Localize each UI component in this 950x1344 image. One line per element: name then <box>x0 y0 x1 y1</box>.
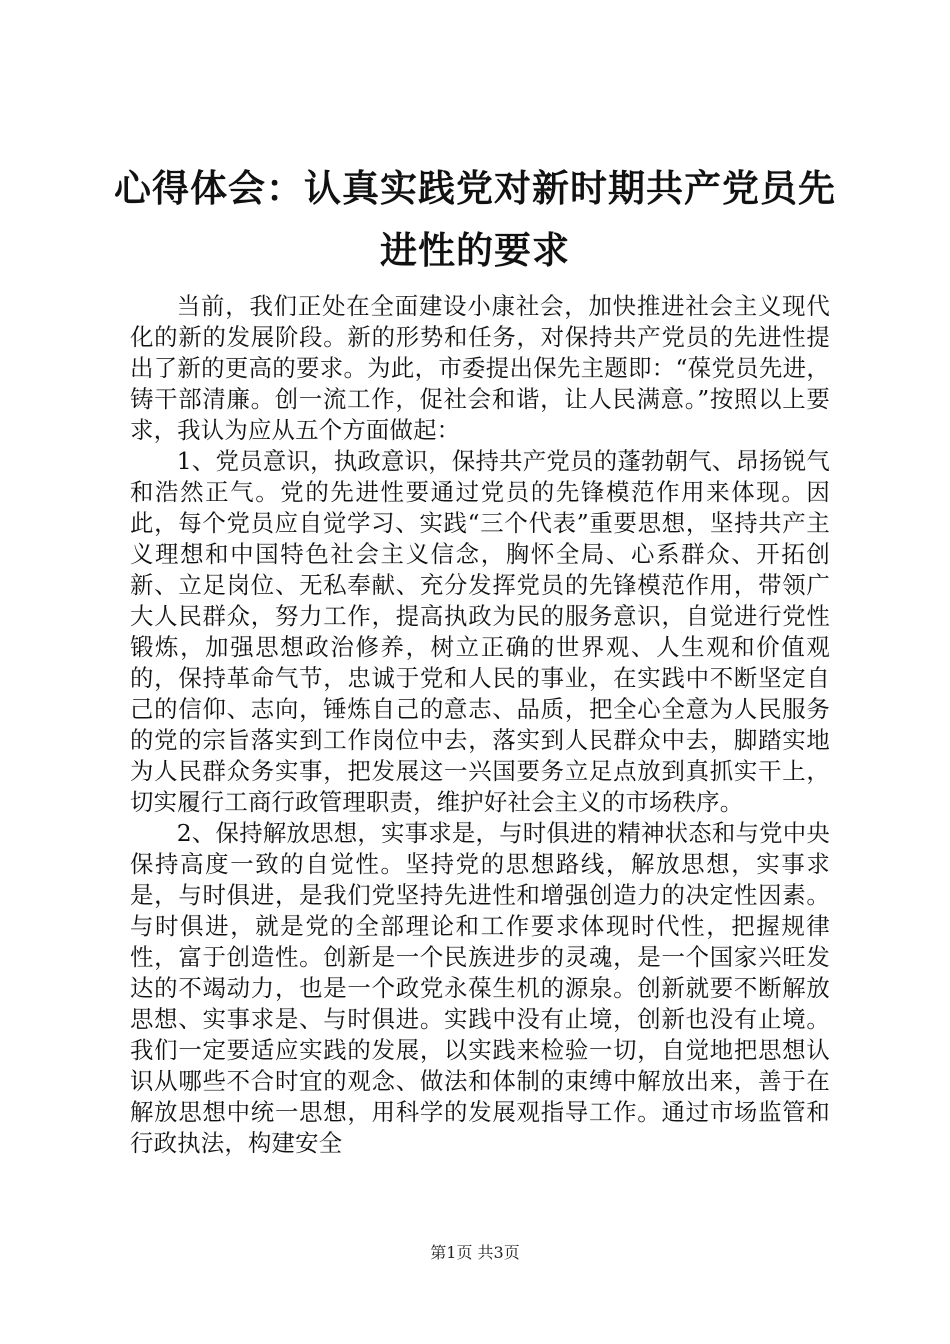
paragraph-point-2: 2、保持解放思想，实事求是，与时俱进的精神状态和与党中央保持高度一致的自觉性。坚持党的思想路线，解放思想，实事求是，与时俱进，是我们党坚持先进性和增强创造力的决定性因素。与时俱进，就是党的全部理论和工作要求体现时代性，把握规律性，富于创造性。创新是一个民族进步的灵魂，是一个国家兴旺发达的不竭动力，也是一个政党永葆生机的源泉。创新就要不断解放思想、实事求是、与时俱进。实践中没有止境，创新也没有止境。我们一定要适应实践的发展，以实践来检验一切，自觉地把思想认识从哪些不合时宜的观念、做法和体制的束缚中解放出来，善于在解放思想中统一思想，用科学的发展观指导工作。通过市场监管和行政执法，构建安全 <box>130 819 830 1157</box>
document-body <box>130 291 830 1159</box>
page-footer: 第1页 共3页 <box>430 1243 520 1262</box>
paragraph-point-1: 1、党员意识，执政意识，保持共产党员的蓬勃朝气、昂扬锐气和浩然正气。党的先进性要通过党员的先锋模范作用来体现。因此，每个党员应自觉学习、实践“三个代表”重要思想，坚持共产主义理想和中国特色社会主义信念，胸怀全局、心系群众、开拓创新、立足岗位、无私奉献、充分发挥党员的先锋模范作用，带领广大人民群众，努力工作，提高执政为民的服务意识，自觉进行党性锻炼，加强思想政治修养，树立正确的世界观、人生观和价值观的，保持革命气节，忠诚于党和人民的事业，在实践中不断坚定自己的信仰、志向，锤炼自己的意志、品质，把全心全意为人民服务的党的宗旨落实到工作岗位中去，落实到人民群众中去，脚踏实地为人民群众务实事，把发展这一兴国要务立足点放到真抓实干上，切实履行工商行政管理职责，维护好社会主义的市场秩序。 <box>130 447 830 816</box>
paragraph-intro: 当前，我们正处在全面建设小康社会，加快推进社会主义现代化的新的发展阶段。新的形势和任务，对保持共产党员的先进性提出了新的更高的要求。为此，市委提出保先主题即：“葆党员先进，铸干部清廉。创一流工作，促社会和谐，让人民满意。”按照以上要求，我认为应从五个方面做起： <box>130 292 830 444</box>
document-title: 心得体会：认真实践党对新时期共产党员先进性的要求 <box>114 167 836 272</box>
